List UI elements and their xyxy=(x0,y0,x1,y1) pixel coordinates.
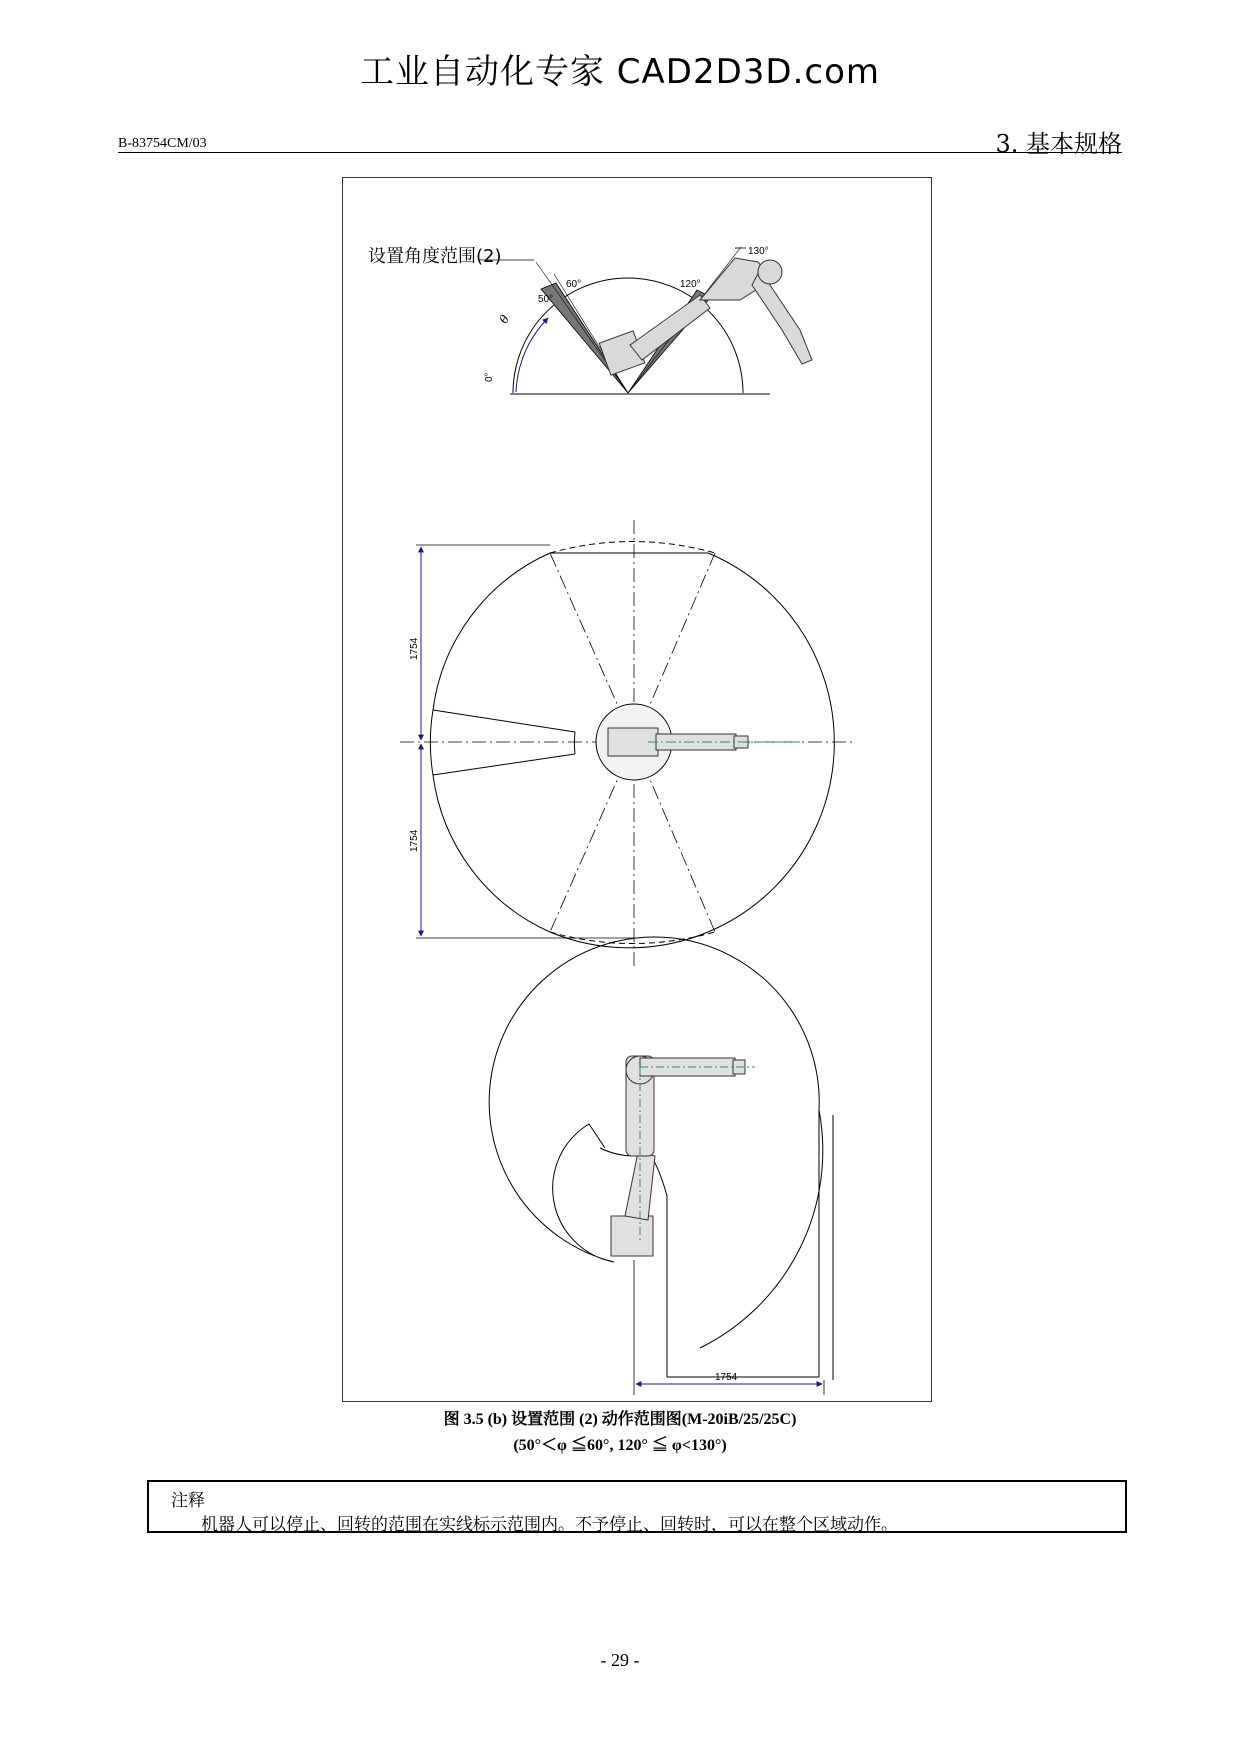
chapter-title: 3. 基本规格 xyxy=(995,130,1122,158)
top-view-left-notch xyxy=(430,710,575,775)
document-code: B-83754CM/03 xyxy=(118,136,207,151)
robot-side-silhouette xyxy=(599,258,812,375)
angle-120: 120° xyxy=(680,279,701,290)
angle-130: 130° xyxy=(748,246,769,257)
top-view-dashed-top xyxy=(550,542,715,554)
angle-50: 50° xyxy=(538,294,554,305)
dimension-lower: 1754 xyxy=(409,829,420,852)
label-range-2: 设置角度范围(2) xyxy=(368,246,502,267)
bottom-view xyxy=(489,937,833,1395)
theta-symbol: θ xyxy=(496,312,513,326)
robot-bottom-silhouette xyxy=(611,1056,745,1256)
dimension-upper: 1754 xyxy=(409,637,420,660)
angle-0: 0° xyxy=(484,372,495,382)
note-title: 注释 xyxy=(171,1491,205,1511)
top-view xyxy=(400,520,855,970)
angle-60: 60° xyxy=(566,279,582,290)
watermark: 工业自动化专家 CAD2D3D.com xyxy=(359,52,881,92)
note-text: 机器人可以停止、回转的范围在实线标示范围内。不予停止、回转时，可以在整个区域动作。 xyxy=(201,1515,898,1535)
note-box xyxy=(147,1480,1127,1533)
page-number: - 29 - xyxy=(600,1650,640,1670)
side-view xyxy=(368,246,812,394)
top-view-inner-arc xyxy=(574,732,575,754)
figure-caption: 图 3.5 (b) 设置范围 (2) 动作范围图(M-20iB/25/25C) xyxy=(443,1411,797,1428)
dimension-bottom: 1754 xyxy=(715,1372,738,1383)
figure-caption-condition: (50°＜φ ≦60°, 120° ≦ φ<130°) xyxy=(513,1437,727,1454)
